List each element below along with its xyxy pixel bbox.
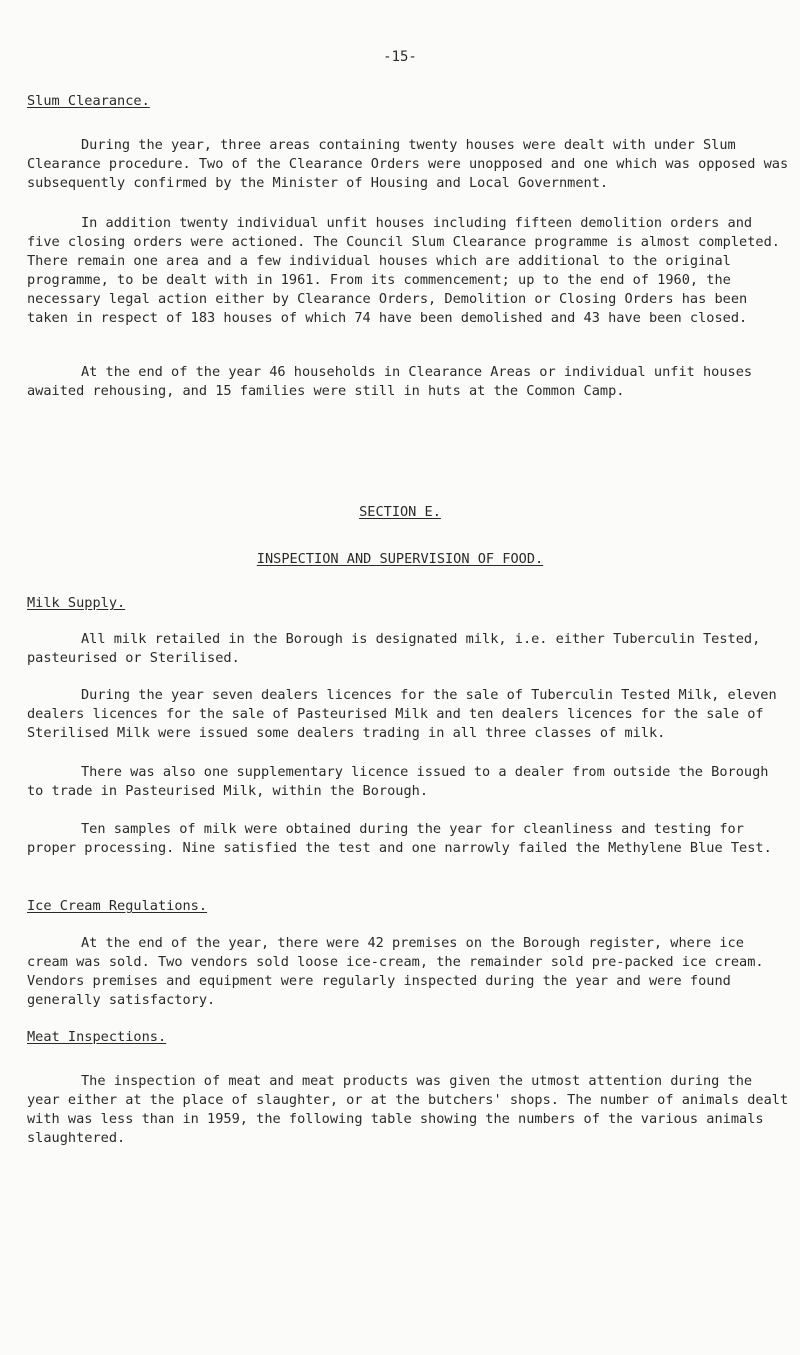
page-number: -15- [383,49,417,65]
ice-cream-heading: Ice Cream Regulations. [27,898,208,914]
meat-paragraph-1 [27,1072,789,1148]
milk-paragraph-4 [27,820,789,858]
slum-paragraph-1 [27,136,789,193]
paragraph: Ten samples of milk were obtained during the year for cleanliness and testing for proper processing. Nine satisfied the test and one narrowly failed the Methylene Blue Test. [27,821,772,856]
paragraph: There was also one supplementary licence issued to a dealer from outside the Borough to trade in Pasteurised Milk, within the Borough. [27,764,769,799]
section-title: SECTION E. [359,504,441,520]
ice-paragraph-1 [27,934,789,1010]
slum-paragraph-2 [27,214,789,328]
section-subtitle: INSPECTION AND SUPERVISION OF FOOD. [256,551,544,567]
milk-paragraph-1 [27,630,789,668]
meat-inspections-heading: Meat Inspections. [27,1029,167,1045]
slum-paragraph-3 [27,363,789,401]
milk-paragraph-2 [27,686,789,743]
paragraph: During the year seven dealers licences for the sale of Tuberculin Tested Milk, eleven dealers licences for the sale of Pasteurised Milk and ten dealers licences for the sale of Sterilised Milk were issued some dealers trading in all three classes of milk. [27,687,777,741]
milk-paragraph-3 [27,763,789,801]
paragraph: The inspection of meat and meat products was given the utmost attention during the year either at the place of slaughter, or at the butchers' shops. The number of animals dealt with was less than in 1959, the following table showing the numbers of the various animals slaughtered. [27,1073,789,1146]
paragraph: At the end of the year, there were 42 premises on the Borough register, where ice cream was sold. Two vendors sold loose ice-cream, the remainder sold pre-packed ice cream. Vendors premises and equipment were regularly inspected during the year and were found generally satisfactory. [27,935,764,1008]
milk-supply-section [27,594,789,613]
paragraph: At the end of the year 46 households in Clearance Areas or individual unfit houses awaited rehousing, and 15 families were still in huts at the Common Camp. [27,364,753,399]
paragraph: In addition twenty individual unfit houses including fifteen demolition orders and five closing orders were actioned. The Council Slum Clearance programme is almost completed. There remain one area and a few individual houses which are additional to the original programme, to be dealt with in 1961. From its commencement; up to the end of 1960, the necessary legal action either by Clearance Orders, Demolition or Closing Orders has been taken in respect of 183 houses of which 74 have been demolished and 43 have been closed. [27,215,780,326]
ice-cream-section [27,897,789,916]
slum-clearance-section [27,92,789,111]
paragraph: All milk retailed in the Borough is designated milk, i.e. either Tuberculin Tested, pasteurised or Sterilised. [27,631,761,666]
paragraph: During the year, three areas containing twenty houses were dealt with under Slum Clearance procedure. Two of the Clearance Orders were unopposed and one which was opposed was subsequently confirmed by the Minister of Housing and Local Government. [27,137,789,191]
milk-supply-heading: Milk Supply. [27,595,126,611]
meat-inspections-section [27,1028,789,1047]
slum-clearance-heading: Slum Clearance. [27,93,150,109]
